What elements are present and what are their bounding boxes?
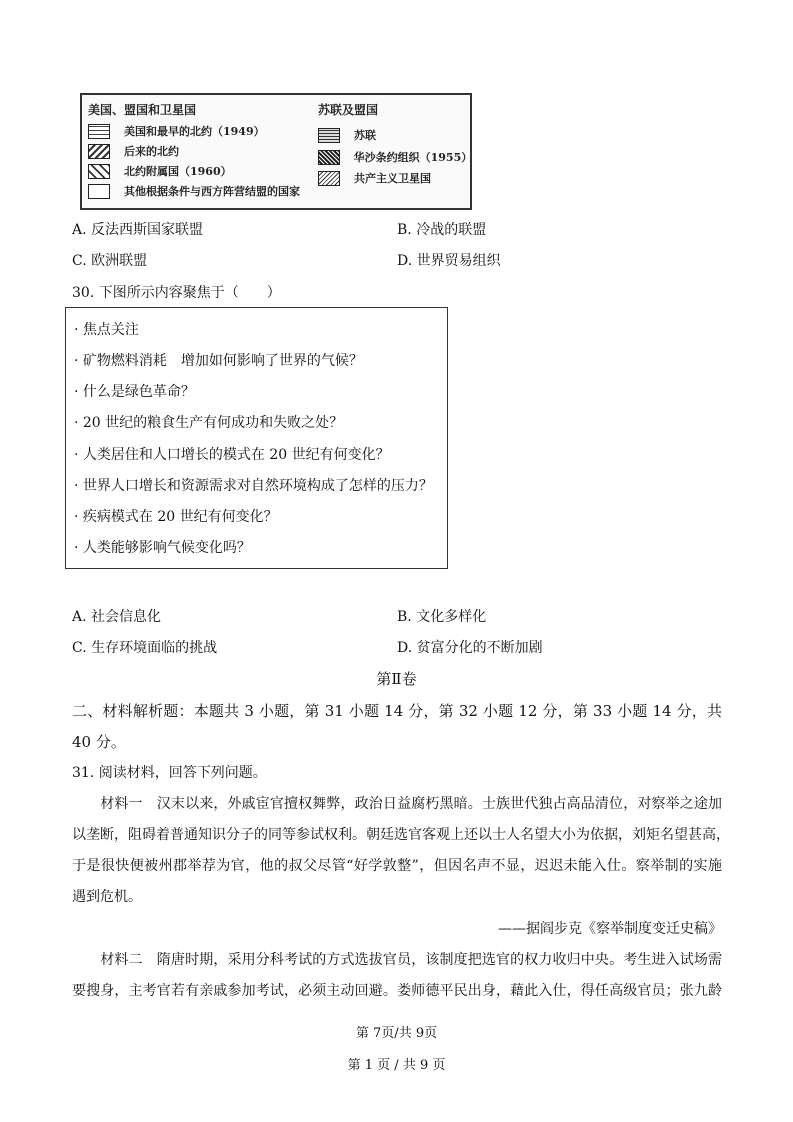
map-legend: [80, 93, 472, 210]
question-30-stem: 30. 下图所示内容聚焦于（ ）: [72, 285, 281, 301]
legend-item: 苏联: [354, 129, 376, 142]
legend-item: 华沙条约组织（1955）: [353, 151, 473, 164]
material-1-line: 以垄断，阻碍着普通知识分子的同等参试权利。朝廷选官客观上还以士人名望大小为依据，刘矩名望甚高，: [72, 827, 730, 843]
box-item: · 矿物燃料消耗 增加如何影响了世界的气候？: [74, 353, 363, 369]
box-item: · 人类居住和人口增长的模式在 20 世纪有何变化？: [74, 447, 390, 463]
swatch-ussr-icon: [318, 128, 340, 143]
swatch-communist-satellite-icon: [318, 171, 340, 186]
option-d: D. 贫富分化的不断加剧: [397, 640, 543, 656]
option-b: B. 文化多样化: [397, 609, 487, 625]
section-heading: 二、材料解析题：本题共 3 小题，第 31 小题 14 分，第 32 小题 12 分，第 33 小题 14 分，共: [72, 702, 722, 720]
swatch-nato-affiliate-icon: [88, 164, 110, 179]
legend-item: 北约附属国（1960）: [124, 165, 232, 178]
material-2-line: 要搜身，主考官若有亲戚参加考试，必须主动回避。娄师德平民出身，藉此入仕，得任高级官员；张九龄: [72, 983, 722, 999]
inner-page-number: 第 7页/共 9页: [355, 1026, 438, 1041]
swatch-warsaw-pact-icon: [318, 150, 340, 165]
section-heading-cont: 40 分。: [72, 733, 126, 751]
option-d: D. 世界贸易组织: [397, 253, 501, 269]
legend-item: 后来的北约: [124, 145, 179, 158]
focus-box: [65, 307, 448, 569]
box-item: · 焦点关注: [74, 322, 139, 338]
legend-left-title: 美国、盟国和卫星国: [88, 103, 197, 117]
box-item: · 人类能够影响气候变化吗？: [74, 540, 251, 556]
option-a: A. 社会信息化: [72, 609, 162, 625]
material-1-source: ——据阎步克《察举制度变迁史稿》: [498, 921, 722, 937]
option-b: B. 冷战的联盟: [397, 222, 487, 238]
box-item: · 20 世纪的粮食生产有何成功和失败之处？: [74, 415, 344, 431]
material-1-line: 材料一 汉末以来，外戚宦官擅权舞弊，政治日益腐朽黑暗。士族世代独占高品清位，对察举之途加: [72, 796, 722, 812]
material-1-line: 于是很快便被州郡举荐为官，他的叔父尽管“好学敦整”，但因名声不显，迟迟未能入仕。察举制的实施: [72, 858, 722, 874]
option-c: C. 欧洲联盟: [72, 253, 148, 269]
box-item: · 什么是绿色革命？: [74, 384, 195, 400]
swatch-later-nato-icon: [88, 144, 110, 159]
legend-item: 共产主义卫星国: [354, 172, 431, 185]
volume-title: 第Ⅱ卷: [376, 670, 417, 688]
box-item: · 疾病模式在 20 世纪有何变化？: [74, 509, 278, 525]
legend-item: 美国和最早的北约（1949）: [124, 125, 265, 138]
question-31-stem: 31. 阅读材料，回答下列问题。: [72, 765, 267, 781]
swatch-early-nato-icon: [88, 124, 110, 139]
legend-right-title: 苏联及盟国: [318, 103, 379, 117]
material-1-line: 遇到危机。: [72, 889, 142, 905]
option-a: A. 反法西斯国家联盟: [72, 222, 204, 238]
box-item: · 世界人口增长和资源需求对自然环境构成了怎样的压力？: [74, 478, 433, 494]
swatch-other-allies-icon: [88, 184, 110, 199]
material-2-line: 材料二 隋唐时期，采用分科考试的方式选拔官员，该制度把选官的权力收归中央。考生进入试场需: [72, 952, 722, 968]
page-number: 第 1 页 / 共 9 页: [347, 1058, 446, 1073]
legend-item: 其他根据条件与西方阵营结盟的国家: [124, 185, 300, 198]
option-c: C. 生存环境面临的挑战: [72, 640, 218, 656]
